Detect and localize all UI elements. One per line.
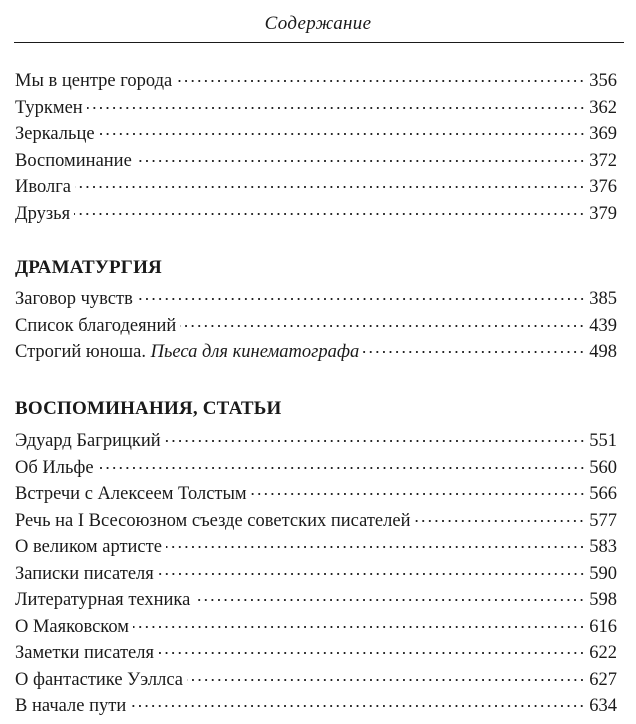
toc-entry[interactable]	[15, 614, 617, 641]
dot-leader	[137, 298, 585, 300]
toc-entry[interactable]	[15, 587, 617, 614]
toc-entry-page: 376	[589, 177, 617, 197]
dot-leader	[363, 351, 585, 353]
dot-leader	[75, 186, 585, 188]
dot-leader	[165, 440, 586, 442]
toc-entry-page: 616	[589, 616, 617, 637]
toc-entry-title: Литературная техника	[15, 590, 191, 610]
dot-leader	[158, 573, 585, 575]
toc-entry-title: Туркмен	[15, 97, 83, 118]
toc-entry-title	[15, 286, 133, 313]
toc-entry-title	[15, 339, 359, 366]
toc-entry-title-text: Заговор чувств	[15, 289, 133, 309]
toc-entry[interactable]	[15, 95, 617, 122]
toc-entry[interactable]	[15, 508, 617, 535]
toc-entry-page: 634	[589, 696, 617, 716]
toc-entry-title: О великом артисте	[15, 537, 162, 557]
toc-entry-page: 551	[589, 431, 617, 451]
toc-entry[interactable]	[15, 286, 617, 313]
dot-leader	[74, 213, 585, 215]
toc-entry-title: Воспоминание	[15, 150, 132, 171]
dot-leader	[414, 520, 585, 522]
toc-entry-page: 385	[589, 289, 617, 309]
toc-entry-page: 622	[589, 643, 617, 663]
toc-entry-title: Зеркальце	[15, 124, 95, 144]
toc-entry-title: О Маяковском	[15, 616, 129, 637]
toc-entry-title: Друзья	[15, 203, 71, 224]
dot-leader	[136, 160, 585, 162]
toc-entry[interactable]	[15, 640, 617, 667]
toc-entry-title: Встречи с Алексеем Толстым	[15, 484, 247, 504]
dot-leader	[194, 599, 585, 601]
dot-leader	[87, 107, 586, 109]
section-heading-drama: ДРАМАТУРГИЯ	[15, 257, 162, 278]
toc-entry-title: Речь на I Всесоюзном съезде советских писателей	[15, 510, 411, 531]
toc-entry[interactable]	[15, 534, 617, 561]
toc-entry-title: Эдуард Багрицкий	[15, 431, 161, 451]
toc-entry-page: 566	[589, 484, 617, 504]
toc-entry-page: 627	[589, 669, 617, 690]
dot-leader	[176, 80, 585, 82]
toc-entry[interactable]	[15, 201, 617, 228]
dot-leader	[98, 467, 586, 469]
toc-entry[interactable]	[15, 667, 617, 694]
toc-entry[interactable]	[15, 481, 617, 508]
toc-entry-page: 598	[589, 590, 617, 610]
toc-group-drama	[15, 286, 617, 366]
dot-leader	[99, 133, 586, 135]
toc-entry-title: Мы в центре города	[15, 71, 173, 91]
toc-entry[interactable]	[15, 174, 617, 201]
toc-entry[interactable]	[15, 148, 617, 175]
toc-entry-page: 583	[589, 537, 617, 557]
dot-leader	[251, 493, 586, 495]
toc-entry[interactable]	[15, 428, 617, 455]
toc-entry-title: Заметки писателя	[15, 643, 155, 663]
toc-entry-page: 590	[589, 563, 617, 584]
dot-leader	[133, 626, 585, 628]
toc-entry-title: Записки писателя	[15, 563, 154, 584]
toc-entry-page: 439	[589, 315, 617, 336]
section-heading-memoirs: ВОСПОМИНАНИЯ, СТАТЬИ	[15, 398, 282, 419]
toc-entry-page: 356	[589, 71, 617, 91]
toc-entry[interactable]	[15, 313, 617, 340]
toc-entry-page: 577	[589, 510, 617, 531]
toc-entry-page: 372	[589, 150, 617, 171]
toc-group-memoirs	[15, 428, 617, 720]
dot-leader	[187, 679, 585, 681]
toc-entry-title-text: Список благодеяний	[15, 315, 177, 336]
dot-leader	[130, 705, 585, 707]
toc-entry-title: Об Ильфе	[15, 457, 94, 478]
toc-entry-page: 369	[589, 124, 617, 144]
toc-group-stories	[15, 68, 617, 227]
toc-entry-title	[15, 313, 176, 340]
dot-leader	[158, 652, 585, 654]
toc-entry-title-text: Строгий юноша.	[15, 342, 146, 362]
header-rule	[14, 42, 624, 43]
toc-entry[interactable]	[15, 455, 617, 482]
toc-entry[interactable]	[15, 68, 617, 95]
toc-entry[interactable]	[15, 561, 617, 588]
running-head: Содержание	[264, 13, 372, 34]
toc-entry-page: 498	[589, 342, 617, 362]
toc-entry-title: Иволга	[15, 177, 72, 197]
toc-entry[interactable]	[15, 121, 617, 148]
toc-entry-page: 362	[589, 97, 617, 118]
dot-leader	[166, 546, 585, 548]
toc-entry-title: О фантастике Уэллса	[15, 669, 183, 690]
toc-entry[interactable]	[15, 339, 617, 366]
toc-entry-title: В начале пути	[15, 696, 127, 716]
toc-entry[interactable]	[15, 693, 617, 720]
toc-entry-page: 379	[589, 203, 617, 224]
toc-entry-page: 560	[589, 457, 617, 478]
dot-leader	[180, 325, 585, 327]
toc-entry-subtitle: Пьеса для кинематографа	[150, 342, 360, 362]
